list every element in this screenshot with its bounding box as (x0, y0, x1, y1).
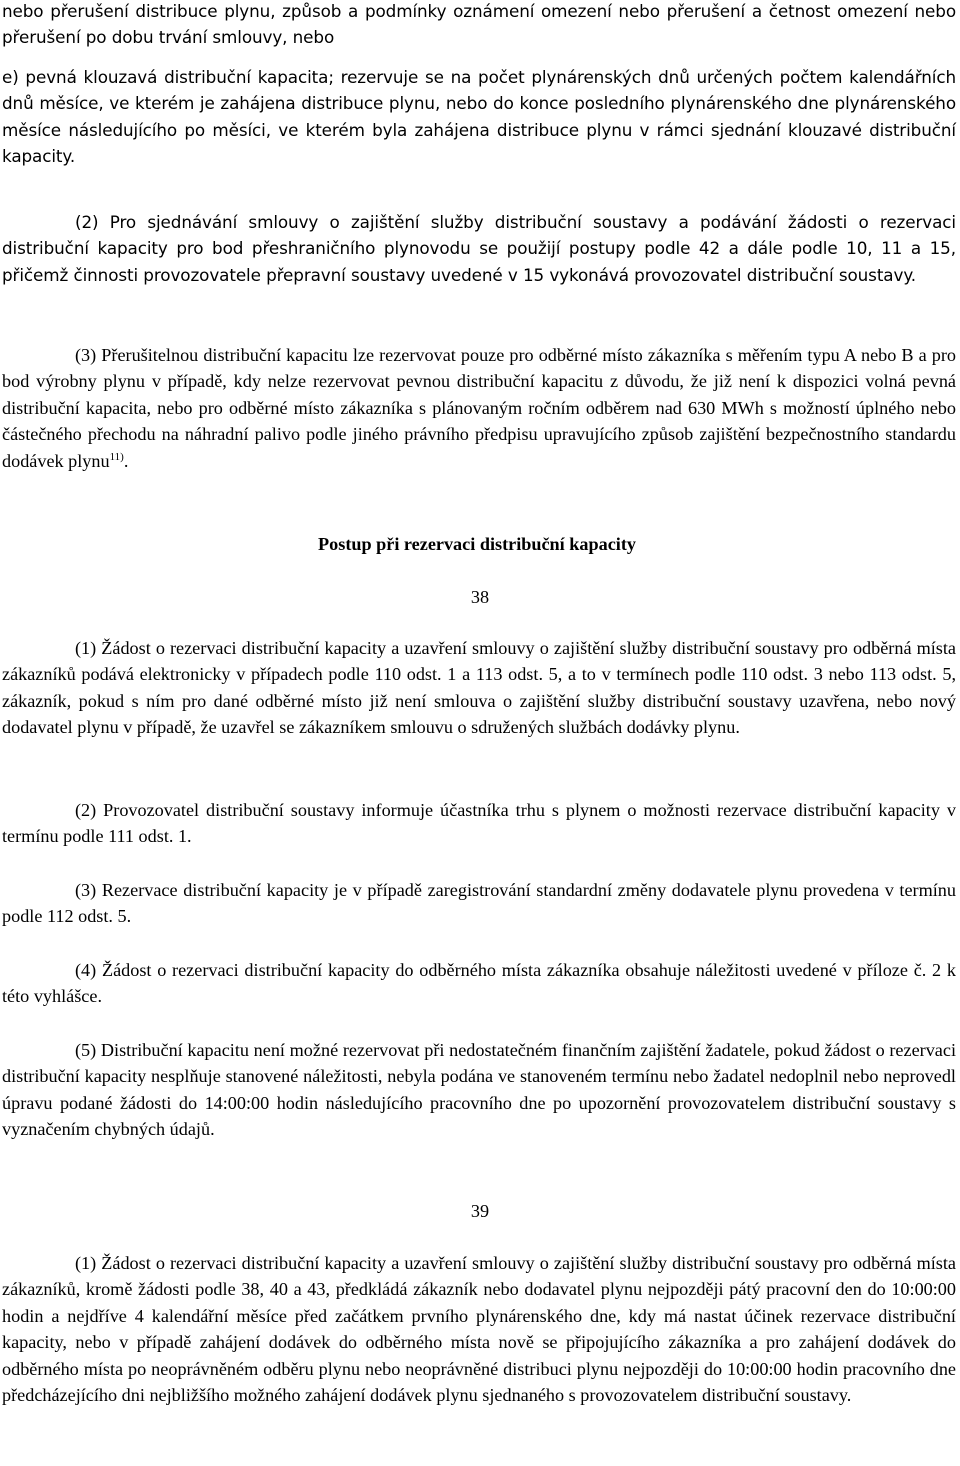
item-e-paragraph: e) pevná klouzavá distribuční kapacita; rezervuje se na počet plynárenských dnů určených počtem kalendářních dnů měsíce, ve kterém je zahájena distribuce plynu, nebo do konce posledního plynárenského dne plynárenského měsíce následujícího po měsíci, ve kterém byla zahájena distribuce plynu v rámci sjednání klouzavé distribuční kapacity. (2, 67, 956, 167)
section-heading: Postup při rezervaci distribuční kapacity (318, 534, 636, 554)
continuation-paragraph: nebo přerušení distribuce plynu, způsob a podmínky oznámení omezení nebo přerušení a četnost omezení nebo přerušení po dobu trvání smlouvy, nebo (2, 1, 956, 48)
paragraph-2-cross-border: (2) Pro sjednávání smlouvy o zajištění služby distribuční soustavy a podávání žádosti o rezervaci distribuční kapacity pro bod přeshraničního plynovodu se použijí postupy podle 42 a dále podle 10, 11 a 15, přičemž činnosti provozovatele přepravní soustavy uvedené v 15 vykonává provozovatel distribuční soustavy. (2, 212, 956, 285)
section-38-paragraph-3: (3) Rezervace distribuční kapacity je v případě zaregistrování standardní změny dodavatele plynu provedena v termínu podle 112 odst. 5. (2, 880, 956, 927)
section-39-paragraph-1: (1) Žádost o rezervaci distribuční kapacity a uzavření smlouvy o zajištění služby distribuční soustavy pro odběrná místa zákazníků, kromě žádosti podle 38, 40 a 43, předkládá zákazník nebo dodavatel plynu nejpozději pátý pracovní den do 10:00:00 hodin a nejdříve 4 kalendářní měsíce před začátkem prvního plynárenského dne, kdy má nastat účinek rezervace distribuční kapacity, nebo v případě zahájení dodávek do odběrného místa nově se připojujícího zákazníka a pro zahájení dodávek do odběrného místa po neoprávněném odběru plynu nebo neoprávněné distribuci plynu nejpozději do 10:00:00 hodin pracovního dne předcházejícího dni nejbližšího možného zahájení dodávek plynu sjednaného s provozovatelem distribuční soustavy. (2, 1253, 956, 1406)
footnote-reference: 11) (109, 450, 124, 463)
section-38-paragraph-1: (1) Žádost o rezervaci distribuční kapacity a uzavření smlouvy o zajištění služby distribuční soustavy pro odběrná místa zákazníků podává elektronicky v případech podle 110 odst. 1 a 113 odst. 5, a to v termínech podle 110 odst. 3 nebo 113 odst. 5, zákazník, pokud s ním pro dané odběrné místo již není smlouva o zajištění služby distribuční soustavy uzavřena, nebo nový dodavatel plynu v případě, že uzavřel se zákazníkem smlouvu o sdružených službách dodávky plynu. (2, 638, 956, 738)
section-38-paragraph-5: (5) Distribuční kapacitu není možné rezervovat při nedostatečném finančním zajištění žadatele, pokud žádost o rezervaci distribuční kapacity nesplňuje stanovené náležitosti, nebyla podána ve stanoveném termínu nebo žadatel nedoplnil nebo neprovedl úpravu podané žádosti do 14:00:00 hodin následujícího pracovního dne po upozornění provozovatelem distribuční soustavy s vyznačením chybných údajů. (2, 1040, 956, 1140)
section-38-paragraph-4: (4) Žádost o rezervaci distribuční kapacity do odběrného místa zákazníka obsahuje náležitosti uvedené v příloze č. 2 k této vyhlášce. (2, 960, 956, 1007)
paragraph-3-text: (3) Přerušitelnou distribuční kapacitu lze rezervovat pouze pro odběrné místo zákazníka s měřením typu A nebo B a pro bod výrobny plynu v případě, kdy nelze rezervovat pevnou distribuční kapacitu z důvodu, že již není k dispozici volná pevná distribuční kapacita, nebo pro odběrné místo zákazníka s plánovaným ročním odběrem nad 630 MWh s možností úplného nebo částečného přechodu na náhradní palivo podle jiného právního předpisu upravujícího způsob zajištění bezpečnostního standardu dodávek plynu (2, 345, 956, 471)
paragraph-3-interruptible-capacity (2, 342, 956, 474)
section-38-number: 38 (470, 587, 490, 607)
section-38-paragraph-2: (2) Provozovatel distribuční soustavy informuje účastníka trhu s plynem o možnosti rezervace distribuční kapacity v termínu podle 111 odst. 1. (2, 800, 956, 847)
section-39-number: 39 (470, 1201, 490, 1221)
paragraph-3-tail: . (123, 450, 129, 471)
